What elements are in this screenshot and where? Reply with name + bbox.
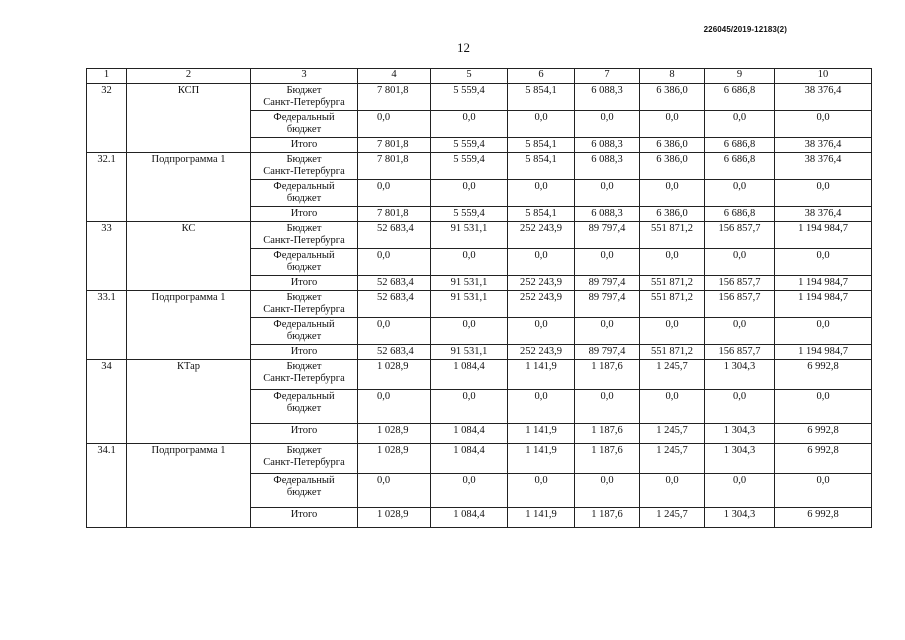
funding-source (251, 474, 358, 508)
column-header: 9 (705, 69, 775, 84)
value-cell: 0,0 (508, 390, 575, 424)
value-cell: 0,0 (775, 180, 872, 207)
value-cell: 89 797,4 (575, 222, 640, 249)
value-cell: 1 084,4 (431, 444, 508, 474)
funding-source-line: бюджет (286, 262, 322, 273)
funding-source-line: Бюджет (286, 154, 322, 165)
value-cell: 1 084,4 (431, 360, 508, 390)
value-cell: 0,0 (575, 390, 640, 424)
value-cell: 0,0 (575, 111, 640, 138)
value-cell: 5 854,1 (508, 153, 575, 180)
value-cell: 6 686,8 (705, 153, 775, 180)
column-header: 2 (127, 69, 251, 84)
value-cell: 6 686,8 (705, 207, 775, 222)
value-cell: 0,0 (431, 249, 508, 276)
value-cell: 0,0 (508, 111, 575, 138)
value-cell: 52 683,4 (358, 291, 431, 318)
value-cell: 91 531,1 (431, 345, 508, 360)
value-cell: 1 194 984,7 (775, 291, 872, 318)
row-number: 33 (87, 222, 127, 291)
value-cell: 252 243,9 (508, 291, 575, 318)
value-cell: 6 088,3 (575, 207, 640, 222)
value-cell: 0,0 (508, 180, 575, 207)
row-number: 32 (87, 84, 127, 153)
value-cell: 0,0 (358, 111, 431, 138)
funding-source (251, 318, 358, 345)
table-row (87, 291, 872, 318)
funding-source-line: Итого (290, 425, 318, 436)
funding-source-line: Федеральный (273, 250, 335, 261)
value-cell: 0,0 (705, 390, 775, 424)
value-cell: 6 386,0 (640, 84, 705, 111)
funding-source-line: бюджет (286, 193, 322, 204)
value-cell: 0,0 (640, 180, 705, 207)
funding-source-line: Итого (290, 277, 318, 288)
value-cell: 38 376,4 (775, 138, 872, 153)
value-cell: 5 559,4 (431, 84, 508, 111)
value-cell: 551 871,2 (640, 345, 705, 360)
value-cell: 252 243,9 (508, 276, 575, 291)
funding-source (251, 84, 358, 111)
program-name: КТар (127, 360, 251, 444)
funding-source (251, 111, 358, 138)
program-name: Подпрограмма 1 (127, 291, 251, 360)
value-cell: 0,0 (640, 390, 705, 424)
value-cell: 0,0 (575, 180, 640, 207)
value-cell: 156 857,7 (705, 291, 775, 318)
value-cell: 1 245,7 (640, 444, 705, 474)
value-cell: 1 304,3 (705, 424, 775, 444)
funding-source (251, 291, 358, 318)
funding-source-line: Санкт-Петербурга (263, 373, 345, 384)
value-cell: 1 187,6 (575, 508, 640, 528)
funding-source-line: Бюджет (286, 361, 322, 372)
value-cell: 0,0 (358, 474, 431, 508)
value-cell: 1 245,7 (640, 424, 705, 444)
table-row (87, 153, 872, 180)
funding-source-line: Бюджет (286, 292, 322, 303)
value-cell: 0,0 (705, 180, 775, 207)
funding-source (251, 138, 358, 153)
value-cell: 156 857,7 (705, 222, 775, 249)
value-cell: 0,0 (358, 180, 431, 207)
funding-source (251, 276, 358, 291)
funding-source-line: Бюджет (286, 85, 322, 96)
value-cell: 89 797,4 (575, 345, 640, 360)
value-cell: 6 686,8 (705, 138, 775, 153)
value-cell: 6 088,3 (575, 153, 640, 180)
value-cell: 1 194 984,7 (775, 222, 872, 249)
value-cell: 5 559,4 (431, 153, 508, 180)
value-cell: 6 992,8 (775, 360, 872, 390)
value-cell: 91 531,1 (431, 276, 508, 291)
value-cell: 1 084,4 (431, 424, 508, 444)
funding-source-line: Федеральный (273, 112, 335, 123)
value-cell: 0,0 (775, 318, 872, 345)
value-cell: 6 992,8 (775, 424, 872, 444)
value-cell: 7 801,8 (358, 153, 431, 180)
value-cell: 7 801,8 (358, 138, 431, 153)
value-cell: 0,0 (575, 474, 640, 508)
value-cell: 7 801,8 (358, 207, 431, 222)
value-cell: 89 797,4 (575, 291, 640, 318)
column-header: 3 (251, 69, 358, 84)
value-cell: 1 084,4 (431, 508, 508, 528)
funding-source-line: Санкт-Петербурга (263, 97, 345, 108)
funding-source-line: Федеральный (273, 475, 335, 486)
value-cell: 5 854,1 (508, 207, 575, 222)
header-row (87, 69, 872, 84)
value-cell: 1 141,9 (508, 508, 575, 528)
value-cell: 6 386,0 (640, 207, 705, 222)
value-cell: 0,0 (431, 111, 508, 138)
funding-source (251, 390, 358, 424)
value-cell: 5 559,4 (431, 138, 508, 153)
funding-source (251, 508, 358, 528)
funding-source-line: Санкт-Петербурга (263, 457, 345, 468)
funding-source (251, 444, 358, 474)
value-cell: 0,0 (358, 390, 431, 424)
funding-source-line: бюджет (286, 403, 322, 414)
table-row (87, 360, 872, 390)
value-cell: 52 683,4 (358, 276, 431, 291)
value-cell: 38 376,4 (775, 153, 872, 180)
value-cell: 0,0 (508, 318, 575, 345)
table-row (87, 444, 872, 474)
value-cell: 0,0 (640, 111, 705, 138)
value-cell: 1 028,9 (358, 360, 431, 390)
value-cell: 52 683,4 (358, 345, 431, 360)
value-cell: 0,0 (431, 390, 508, 424)
value-cell: 0,0 (705, 474, 775, 508)
funding-source-line: Санкт-Петербурга (263, 166, 345, 177)
value-cell: 1 194 984,7 (775, 276, 872, 291)
value-cell: 551 871,2 (640, 276, 705, 291)
value-cell: 38 376,4 (775, 207, 872, 222)
value-cell: 0,0 (775, 249, 872, 276)
table-row (87, 84, 872, 111)
value-cell: 6 992,8 (775, 444, 872, 474)
value-cell: 1 245,7 (640, 360, 705, 390)
value-cell: 156 857,7 (705, 345, 775, 360)
page-number: 12 (457, 40, 470, 55)
value-cell: 0,0 (640, 249, 705, 276)
value-cell: 6 686,8 (705, 84, 775, 111)
column-header: 4 (358, 69, 431, 84)
funding-source-line: бюджет (286, 124, 322, 135)
value-cell: 0,0 (705, 249, 775, 276)
column-header: 10 (775, 69, 872, 84)
value-cell: 0,0 (775, 111, 872, 138)
value-cell: 1 304,3 (705, 360, 775, 390)
funding-source-line: бюджет (286, 331, 322, 342)
program-name: Подпрограмма 1 (127, 444, 251, 528)
funding-source (251, 207, 358, 222)
column-header: 6 (508, 69, 575, 84)
value-cell: 0,0 (508, 474, 575, 508)
value-cell: 6 088,3 (575, 84, 640, 111)
doc-code: 226045/2019-12183(2) (703, 25, 787, 34)
funding-source (251, 345, 358, 360)
row-number: 34.1 (87, 444, 127, 528)
value-cell: 252 243,9 (508, 345, 575, 360)
row-number: 32.1 (87, 153, 127, 222)
funding-source-line: Федеральный (273, 391, 335, 402)
funding-source-line: Федеральный (273, 181, 335, 192)
funding-source (251, 153, 358, 180)
funding-source-line: Санкт-Петербурга (263, 235, 345, 246)
value-cell: 0,0 (575, 318, 640, 345)
value-cell: 1 028,9 (358, 444, 431, 474)
funding-source (251, 180, 358, 207)
value-cell: 38 376,4 (775, 84, 872, 111)
funding-source (251, 424, 358, 444)
column-header: 5 (431, 69, 508, 84)
program-name: Подпрограмма 1 (127, 153, 251, 222)
value-cell: 1 187,6 (575, 360, 640, 390)
value-cell: 0,0 (775, 474, 872, 508)
value-cell: 91 531,1 (431, 291, 508, 318)
value-cell: 551 871,2 (640, 291, 705, 318)
value-cell: 1 187,6 (575, 424, 640, 444)
funding-source-line: Итого (290, 208, 318, 219)
funding-source-line: Итого (290, 139, 318, 150)
value-cell: 0,0 (508, 249, 575, 276)
funding-source (251, 360, 358, 390)
value-cell: 91 531,1 (431, 222, 508, 249)
value-cell: 5 854,1 (508, 138, 575, 153)
value-cell: 89 797,4 (575, 276, 640, 291)
value-cell: 1 187,6 (575, 444, 640, 474)
row-number: 34 (87, 360, 127, 444)
value-cell: 1 141,9 (508, 360, 575, 390)
value-cell: 0,0 (431, 180, 508, 207)
value-cell: 0,0 (775, 390, 872, 424)
funding-source-line: Итого (290, 509, 318, 520)
value-cell: 0,0 (575, 249, 640, 276)
value-cell: 1 304,3 (705, 444, 775, 474)
value-cell: 1 304,3 (705, 508, 775, 528)
value-cell: 1 141,9 (508, 444, 575, 474)
value-cell: 0,0 (431, 474, 508, 508)
value-cell: 1 141,9 (508, 424, 575, 444)
value-cell: 0,0 (358, 249, 431, 276)
value-cell: 0,0 (705, 318, 775, 345)
value-cell: 6 386,0 (640, 153, 705, 180)
funding-source-line: Итого (290, 346, 318, 357)
value-cell: 1 245,7 (640, 508, 705, 528)
funding-source (251, 222, 358, 249)
value-cell: 52 683,4 (358, 222, 431, 249)
value-cell: 551 871,2 (640, 222, 705, 249)
value-cell: 0,0 (705, 111, 775, 138)
program-name: КС (127, 222, 251, 291)
column-header: 1 (87, 69, 127, 84)
funding-source-line: Санкт-Петербурга (263, 304, 345, 315)
column-header: 7 (575, 69, 640, 84)
row-number: 33.1 (87, 291, 127, 360)
value-cell: 1 194 984,7 (775, 345, 872, 360)
value-cell: 0,0 (640, 318, 705, 345)
funding-source-line: Бюджет (286, 445, 322, 456)
table-row (87, 222, 872, 249)
program-name: КСП (127, 84, 251, 153)
value-cell: 5 559,4 (431, 207, 508, 222)
value-cell: 6 992,8 (775, 508, 872, 528)
column-header: 8 (640, 69, 705, 84)
value-cell: 1 028,9 (358, 424, 431, 444)
value-cell: 156 857,7 (705, 276, 775, 291)
funding-source-line: Федеральный (273, 319, 335, 330)
value-cell: 5 854,1 (508, 84, 575, 111)
funding-source-line: Бюджет (286, 223, 322, 234)
value-cell: 6 088,3 (575, 138, 640, 153)
value-cell: 0,0 (640, 474, 705, 508)
funding-source-line: бюджет (286, 487, 322, 498)
value-cell: 6 386,0 (640, 138, 705, 153)
budget-table (86, 68, 872, 528)
value-cell: 1 028,9 (358, 508, 431, 528)
value-cell: 252 243,9 (508, 222, 575, 249)
funding-source (251, 249, 358, 276)
value-cell: 7 801,8 (358, 84, 431, 111)
value-cell: 0,0 (431, 318, 508, 345)
value-cell: 0,0 (358, 318, 431, 345)
